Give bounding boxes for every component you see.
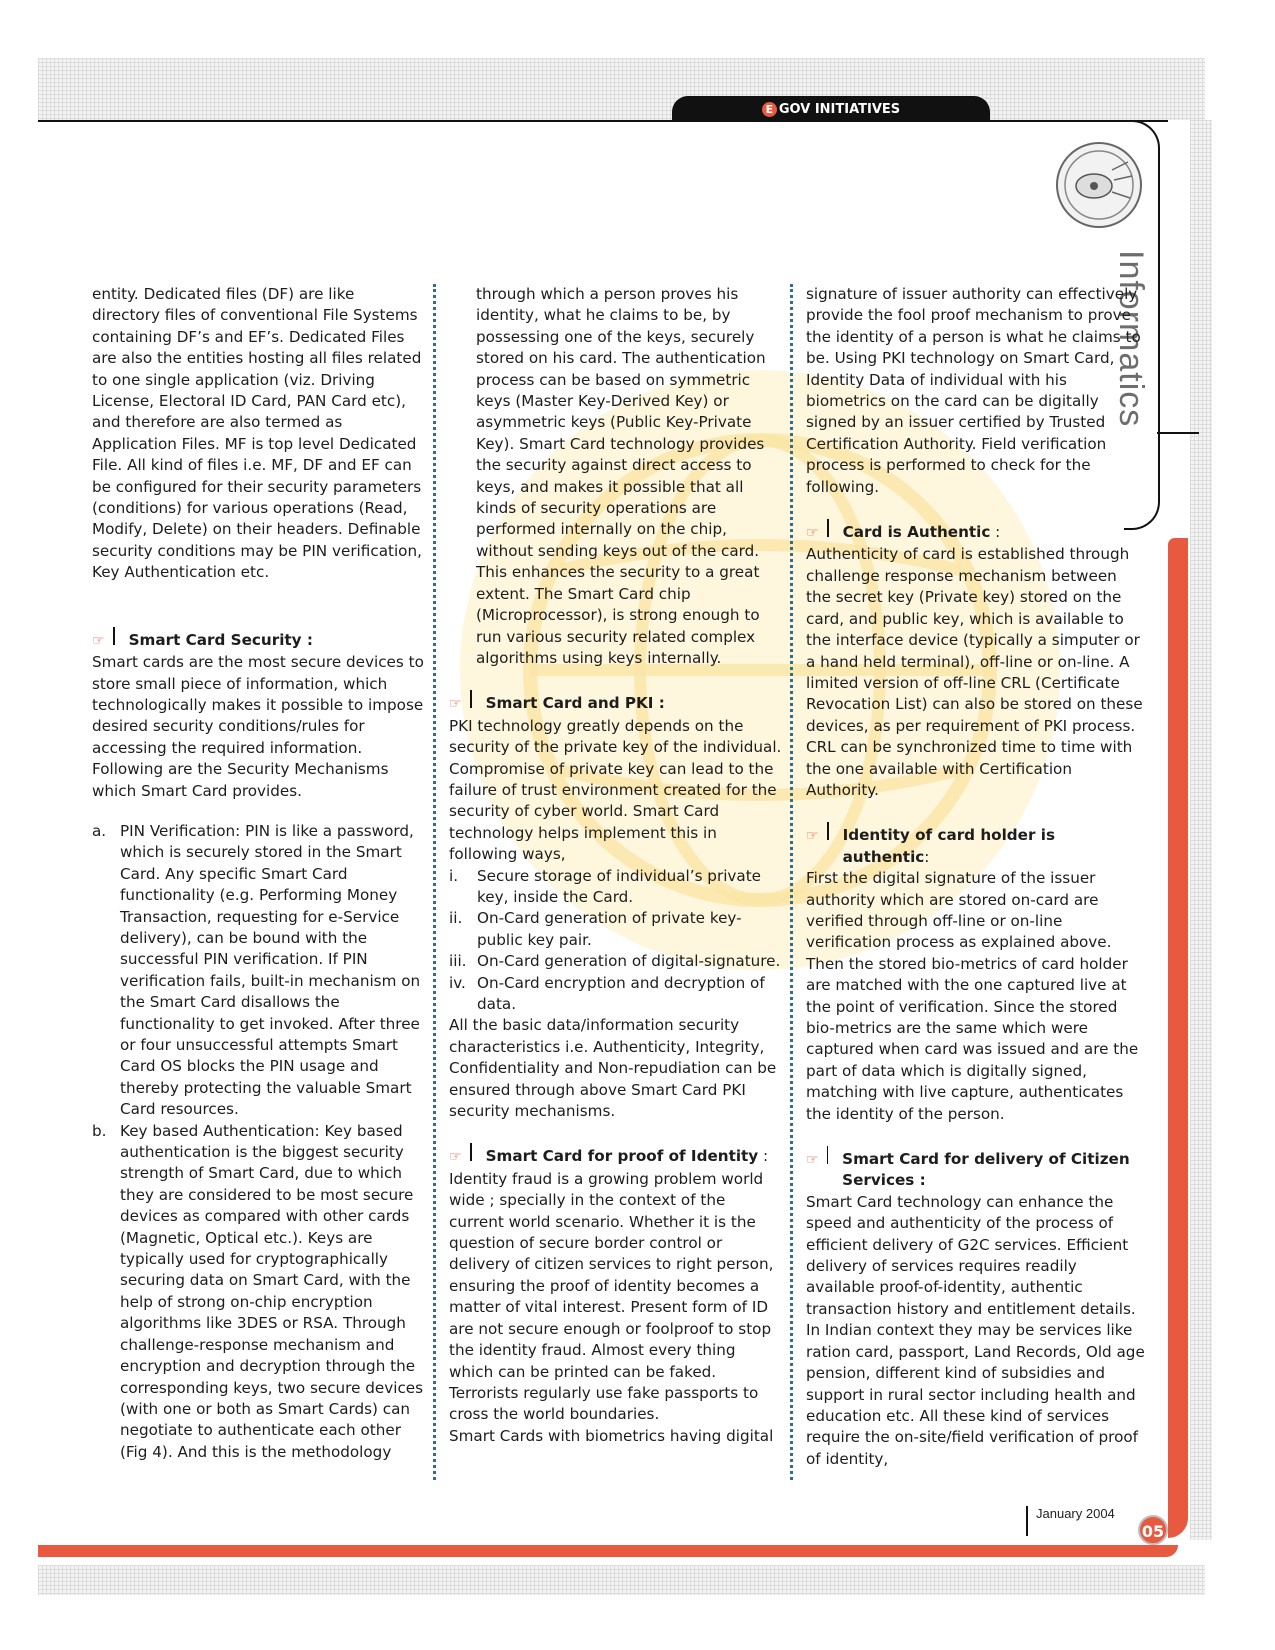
side-rule	[1157, 432, 1199, 434]
list-item	[449, 951, 783, 972]
list-item	[449, 973, 783, 1016]
pointing-hand-icon: ☞	[92, 632, 105, 649]
heading-bar	[827, 519, 829, 537]
header-rule	[38, 120, 1168, 122]
section-heading	[449, 1143, 783, 1168]
pointing-hand-icon: ☞	[449, 1149, 462, 1166]
accent-bar-vertical	[1168, 538, 1188, 1538]
list-text: PIN Verification: PIN is like a password, which is securely stored in the Smart Card. Any specific Smart Card functionality (e.g. Performing Money Transaction, requesting for e-Service delivery), can be bound with the successful PIN verification. If PIN verification fails, built-in mechanism on the Smart Card disallows the functionality to get invoked. After three or four unsuccessful attempts Smart Card OS blocks the PIN usage and thereby protecting the valuable Smart Card resources.	[120, 821, 421, 1119]
heading-text: Smart Card and PKI :	[485, 694, 665, 713]
pki-list	[449, 866, 783, 1016]
mechanism-list	[92, 821, 424, 1463]
list-text: On-Card generation of private key-public key pair.	[477, 909, 742, 949]
heading-bar	[827, 1146, 829, 1164]
heading-text: Smart Card Security :	[128, 630, 313, 649]
list-text: On-Card encryption and decryption of data.	[477, 973, 765, 1013]
pointing-hand-icon: ☞	[449, 696, 462, 713]
column-divider-1	[433, 284, 436, 1480]
heading-bar	[470, 690, 472, 708]
paragraph: PKI technology greatly depends on the security of the private key of the individual. Compromise of private key can lead to the failure of trust environment created for the security of cyber world. Smart Card technology helps implement this in following ways,	[449, 716, 782, 864]
paragraph: Smart Cards with biometrics having digital	[449, 1426, 774, 1445]
paragraph: signature of issuer authority can effectively provide the fool proof mechanism to prove the identity of a person is what he claims to be. Using PKI technology on Smart Card, Identity Data of individual with his biometrics on the card can be digitally signed by an issuer certified by Trusted Certification Authority. Field verification process is performed to check for the following.	[806, 285, 1141, 496]
header-grid-pattern	[38, 58, 1205, 120]
section-heading	[806, 519, 1146, 544]
section-heading	[806, 1146, 1146, 1192]
list-marker: i.	[449, 866, 459, 885]
disc-logo-icon	[1054, 140, 1144, 230]
section-heading	[806, 822, 1146, 868]
heading-suffix: :	[990, 523, 1001, 542]
column-3	[806, 284, 1146, 1470]
list-text: Key based Authentication: Key based authentication is the biggest security strength of Smart Card, due to which they are considered to be most secure devices as compared with other cards (Magnetic, Optical etc.). Keys are typically used for cryptographically securing data on Smart Card, with the help of strong on-chip encryption algorithms like 3DES or RSA. Through challenge-response mechanism and encryption and decryption through the corresponding keys, two secure devices (with one or both as Smart Cards) can negotiate to authenticate each other (Fig 4). And this is the methodology	[120, 1121, 424, 1461]
heading-text: Card is Authentic	[842, 523, 991, 542]
list-item	[92, 1121, 424, 1464]
heading-text: Identity of card holder is authentic	[842, 826, 1055, 866]
pointing-hand-icon: ☞	[806, 828, 819, 845]
paragraph: entity. Dedicated files (DF) are like directory files of conventional File Systems containing DF’s and EF’s. Dedicated Files are also the entities hosting all files related to one single application (viz. Driving License, Electoral ID Card, PAN Card etc), and therefore are also termed as Application Files. MF is top level Dedicated File. All kind of files i.e. MF, DF and EF can be configured for their security parameters (conditions) for various operations (Read, Modify, Delete) on their headers. Definable security conditions may be PIN verification, Key Authentication etc.	[92, 285, 422, 582]
list-item	[449, 866, 783, 909]
footer-grid-pattern	[38, 1565, 1205, 1595]
heading-suffix: :	[758, 1147, 769, 1166]
column-divider-2	[790, 284, 793, 1480]
paragraph: First the digital signature of the issuer authority which are stored on-card are verified through off-line or on-line verification process as explained above. Then the stored bio-metrics of card holder are matched with the one captured live at the point of verification. Since the stored bio-metrics are the same which were captured when card was issued and are the part of data which is digitally signed, matching with live capture, authenticates the identity of the person.	[806, 869, 1139, 1123]
heading-bar	[470, 1143, 472, 1161]
list-marker: iv.	[449, 973, 466, 992]
paragraph: Identity fraud is a growing problem world wide ; specially in the context of the current world scenario. Whether it is the question of secure border control or delivery of citizen services to right person, ensuring the proof of identity becomes a matter of vital interest. Present form of ID are not secure enough or foolproof to stop the identity fraud. Almost every thing which can be printed can be faked. Terrorists regularly use fake passports to cross the world boundaries.	[449, 1169, 774, 1424]
paragraph: through which a person proves his identity, what he claims to be, by possessing one of the keys, securely stored on his card. The authentication process can be based on symmetric keys (Master Key-Derived Key) or asymmetric keys (Public Key-Private Key). Smart Card technology provides the security against direct access to keys, and makes it possible that all kinds of security operations are performed internally on the chip, without sending keys out of the card. This enhances the security to a great extent. The Smart Card chip (Microprocessor), is strong enough to run various security related complex algorithms using keys internally.	[476, 285, 766, 667]
right-grid-pattern	[1190, 120, 1212, 1540]
side-label: Informatics	[1112, 250, 1150, 428]
paragraph: Smart cards are the most secure devices to store small piece of information, which technologically makes it possible to impose desired security conditions/rules for accessing the required information. Following are the Security Mechanisms which Smart Card provides.	[92, 653, 424, 800]
heading-text: Smart Card for proof of Identity	[485, 1147, 759, 1166]
accent-bar-bottom	[38, 1545, 1178, 1557]
column-1	[92, 284, 424, 1463]
heading-suffix: :	[924, 847, 930, 866]
page-number: 05	[1138, 1515, 1168, 1545]
pointing-hand-icon: ☞	[806, 525, 819, 542]
list-marker: iii.	[449, 952, 467, 971]
list-item	[449, 908, 783, 951]
paragraph: All the basic data/information security characteristics i.e. Authenticity, Integrity, Confidentiality and Non-repudiation can be ensured through above Smart Card PKI security mechanisms.	[449, 1016, 777, 1121]
footer-rule	[1026, 1506, 1028, 1536]
heading-bar	[113, 627, 115, 645]
list-text: Secure storage of individual’s private key, inside the Card.	[477, 866, 762, 906]
section-heading	[92, 627, 424, 652]
column-2	[449, 284, 783, 1447]
section-heading	[449, 690, 783, 715]
section-tab	[672, 96, 990, 122]
list-marker: a.	[92, 821, 107, 840]
list-marker: ii.	[449, 909, 463, 928]
list-item	[92, 821, 424, 1121]
e-badge-icon: E	[762, 102, 777, 117]
issue-date: January 2004	[1036, 1506, 1115, 1521]
heading-text: Smart Card for delivery of Citizen Services :	[842, 1150, 1130, 1190]
paragraph: Authenticity of card is established through challenge response mechanism between the secret key (Private key) stored on the card, and public key, which is available to the interface device (typically a simputer or a hand held terminal), off-line or on-line. A limited version of off-line CRL (Certificate Revocation List) can also be stored on these devices, as per requirement of PKI process. CRL can be synchronized time to time with the one available with Certification Authority.	[806, 545, 1143, 799]
paragraph: Smart Card technology can enhance the speed and authenticity of the process of efficient delivery of G2C services. Efficient delivery of services requires readily available proof-of-identity, authentic transaction history and entitlement details. In Indian context they may be services like ration card, passport, Land Records, Old age pension, different kind of subsidies and support in rural sector including health and education etc. All these kind of services require the on-site/field verification of proof of identity,	[806, 1192, 1145, 1468]
section-title: GOV INITIATIVES	[778, 101, 901, 117]
list-text: On-Card generation of digital-signature.	[477, 952, 781, 971]
list-marker: b.	[92, 1121, 107, 1140]
heading-bar	[827, 822, 829, 840]
pointing-hand-icon: ☞	[806, 1152, 819, 1169]
